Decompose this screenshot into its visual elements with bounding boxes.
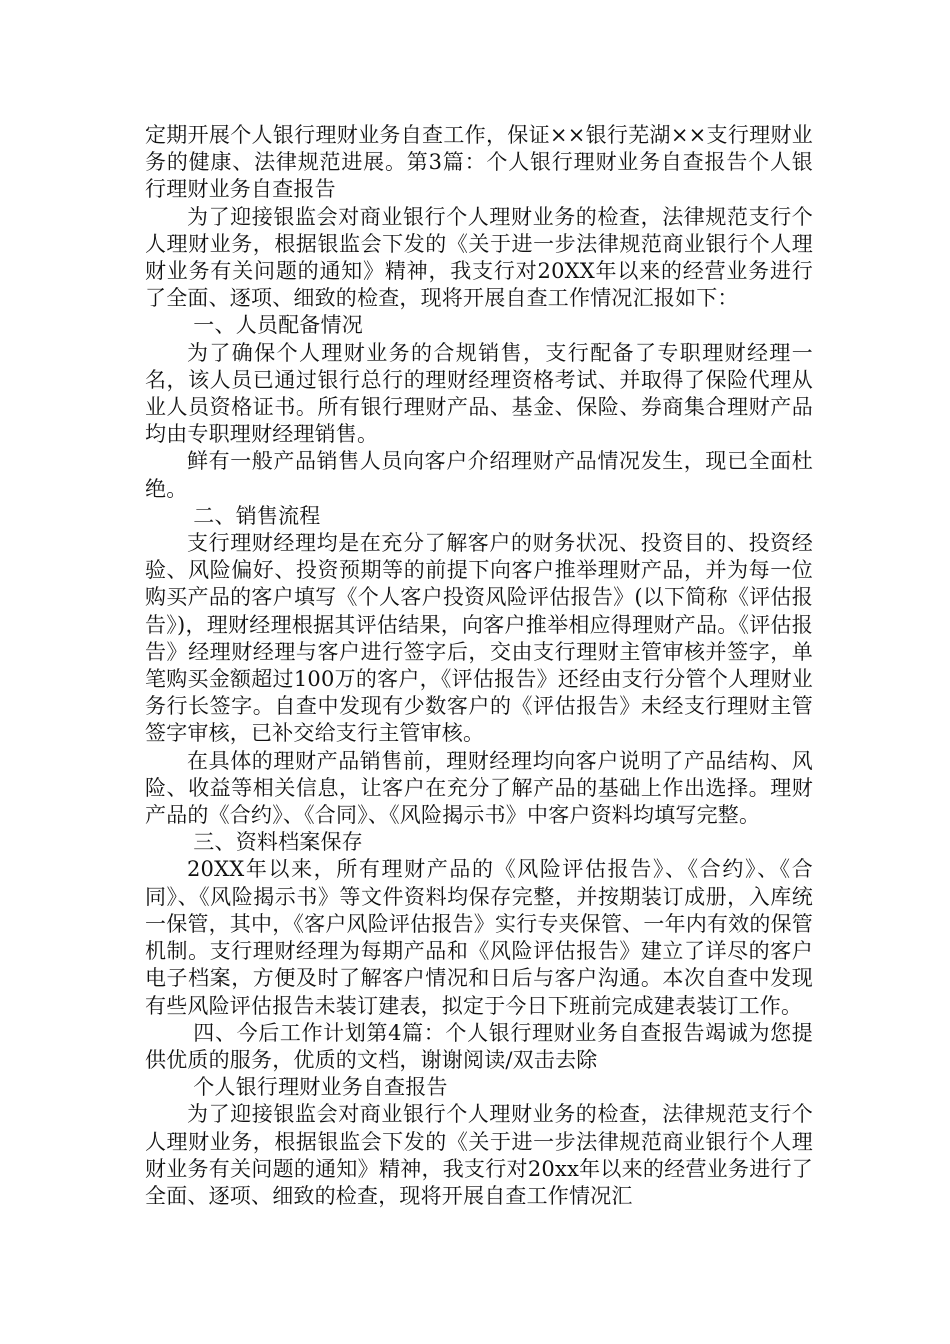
section-heading-archives: 三、资料档案保存 <box>193 830 363 855</box>
paragraph-purpose: 为了迎接银监会对商业银行个人理财业务的检查，法律规范支行个人理财业务，根据银监会下发的《关于进一步法律规范商业银行个人理财业务有关问题的通知》精神，我支行对20XX年以来的经营业务进行了全面、逐项、细致的检查，现将开展自查工作情况汇报如下： <box>145 204 813 311</box>
paragraph-purpose-repeat: 为了迎接银监会对商业银行个人理财业务的检查，法律规范支行个人理财业务，根据银监会下发的《关于进一步法律规范商业银行个人理财业务有关问题的通知》精神，我支行对20xx年以来的经营业务进行了全面、逐项、细致的检查，现将开展自查工作情况汇 <box>145 1102 813 1208</box>
document-page <box>145 122 813 1210</box>
section-heading-sales-process: 二、销售流程 <box>193 503 321 528</box>
paragraph-intro: 定期开展个人银行理财业务自查工作，保证××银行芜湖××支行理财业务的健康、法律规范进展。第3篇：个人银行理财业务自查报告个人银行理财业务自查报告 <box>145 123 813 202</box>
report-title: 个人银行理财业务自查报告 <box>193 1075 448 1100</box>
paragraph-sales-disclosure: 在具体的理财产品销售前，理财经理均向客户说明了产品结构、风险、收益等相关信息，让客户在充分了解产品的基础上作出选择。理财产品的《合约》、《合同》、《风险揭示书》中客户资料均填写完整。 <box>145 748 813 828</box>
section-heading-future-plan: 四、今后工作计划第4篇：个人银行理财业务自查报告竭诚为您提供优质的服务，优质的文档，谢谢阅读/双击去除 <box>145 1020 813 1072</box>
paragraph-staffing-note: 鲜有一般产品销售人员向客户介绍理财产品情况发生，现已全面杜绝。 <box>145 449 813 501</box>
paragraph-staffing: 为了确保个人理财业务的合规销售，支行配备了专职理财经理一名，该人员已通过银行总行的理财经理资格考试、并取得了保险代理从业人员资格证书。所有银行理财产品、基金、保险、券商集合理财产品均由专职理财经理销售。 <box>145 340 813 447</box>
paragraph-archives: 20XX年以来，所有理财产品的《风险评估报告》、《合约》、《合同》、《风险揭示书》等文件资料均保存完整，并按期装订成册，入库统一保管，其中，《客户风险评估报告》实行专夹保管、一年内有效的保管机制。支行理财经理为每期产品和《风险评估报告》建立了详尽的客户电子档案，方便及时了解客户情况和日后与客户沟通。本次自查中发现有些风险评估报告未装订建表，拟定于今日下班前完成建表装订工作。 <box>145 857 813 1018</box>
section-heading-staffing: 一、人员配备情况 <box>193 313 363 338</box>
paragraph-sales-process: 支行理财经理均是在充分了解客户的财务状况、投资目的、投资经验、风险偏好、投资预期等的前提下向客户推举理财产品，并为每一位购买产品的客户填写《个人客户投资风险评估报告》(以下简称《评估报告》)，理财经理根据其评估结果，向客户推举相应得理财产品。《评估报告》经理财经理与客户进行签字后，交由支行理财主管审核并签字，单笔购买金额超过100万的客户，《评估报告》还经由支行分管个人理财业务行长签字。自查中发现有少数客户的《评估报告》未经支行理财主管签字审核，已补交给支行主管审核。 <box>145 531 813 746</box>
